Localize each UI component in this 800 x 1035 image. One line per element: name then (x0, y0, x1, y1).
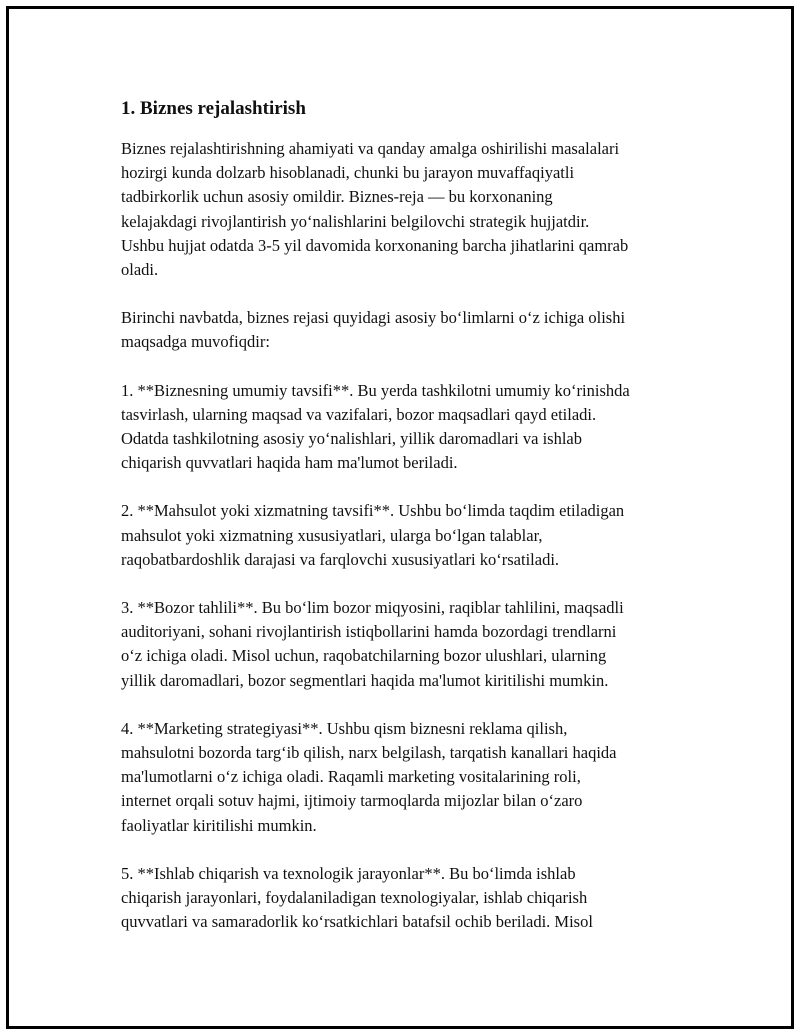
text-line: tasvirlash, ularning maqsad va vazifalari, bozor maqsadlari qayd etiladi. (121, 404, 597, 424)
text-line: chiqarish jarayonlari, foydalaniladigan texnologiyalar, ishlab chiqarish (121, 888, 588, 908)
text-line: 1. **Biznesning umumiy tavsifi**. Bu yerda tashkilotni umumiy ko‘rinishda (121, 380, 630, 400)
section-heading: 1. Biznes rejalashtirish (121, 98, 306, 119)
text-line: 5. **Ishlab chiqarish va texnologik jarayonlar**. Bu bo‘limda ishlab (121, 863, 576, 883)
text-line: 2. **Mahsulot yoki xizmatning tavsifi**. Ushbu bo‘limda taqdim etiladigan (121, 501, 625, 521)
text-line: raqobatbardoshlik darajasi va farqlovchi xususiyatlari ko‘rsatiladi. (121, 549, 560, 569)
text-line: mahsulot yoki xizmatning xususiyatlari, ularga bo‘lgan talablar, (121, 525, 543, 545)
text-line: Birinchi navbatda, biznes rejasi quyidagi asosiy bo‘limlarni o‘z ichiga olishi (121, 308, 626, 328)
list-item-marketing-strategy (121, 717, 711, 838)
text-line: yillik daromadlari, bozor segmentlari haqida ma'lumot kiritilishi mumkin. (121, 670, 609, 690)
list-item-product-description (121, 499, 711, 572)
text-line: quvvatlari va samaradorlik ko‘rsatkichlari batafsil ochib beriladi. Misol (121, 912, 593, 932)
sections-intro-paragraph (121, 306, 711, 354)
text-line: ma'lumotlarni o‘z ichiga oladi. Raqamli marketing vositalarining roli, (121, 767, 581, 787)
text-line: oladi. (121, 260, 159, 280)
text-line: faoliyatlar kiritilishi mumkin. (121, 815, 317, 835)
document-page (6, 6, 794, 1029)
list-item-production-processes (121, 862, 711, 935)
text-line: kelajakdagi rivojlantirish yo‘nalishlarini belgilovchi strategik hujjatdir. (121, 211, 590, 231)
text-line: 4. **Marketing strategiyasi**. Ushbu qism biznesni reklama qilish, (121, 718, 568, 738)
text-line: chiqarish quvvatlari haqida ham ma'lumot beriladi. (121, 453, 458, 473)
text-line: tadbirkorlik uchun asosiy omildir. Biznes-reja — bu korxonaning (121, 187, 553, 207)
intro-paragraph (121, 137, 711, 282)
document-body (121, 97, 711, 958)
text-line: Odatda tashkilotning asosiy yo‘nalishlari, yillik daromadlari va ishlab (121, 429, 582, 449)
list-item-business-description (121, 379, 711, 476)
text-line: hozirgi kunda dolzarb hisoblanadi, chunki bu jarayon muvaffaqiyatli (121, 163, 575, 183)
text-line: Ushbu hujjat odatda 3-5 yil davomida korxonaning barcha jihatlarini qamrab (121, 235, 629, 255)
text-line: Biznes rejalashtirishning ahamiyati va qanday amalga oshirilishi masalalari (121, 139, 620, 158)
text-line: mahsulotni bozorda targ‘ib qilish, narx belgilash, tarqatish kanallari haqida (121, 743, 617, 763)
text-line: auditoriyani, sohani rivojlantirish istiqbollarini hamda bozordagi trendlarni (121, 622, 617, 642)
text-line: internet orqali sotuv hajmi, ijtimoiy tarmoqlarda mijozlar bilan o‘zaro (121, 791, 583, 811)
text-line: maqsadga muvofiqdir: (121, 332, 270, 352)
list-item-market-analysis (121, 596, 711, 693)
text-line: o‘z ichiga oladi. Misol uchun, raqobatchilarning bozor ulushlari, ularning (121, 646, 607, 666)
text-line: 3. **Bozor tahlili**. Bu bo‘lim bozor miqyosini, raqiblar tahlilini, maqsadli (121, 598, 624, 618)
